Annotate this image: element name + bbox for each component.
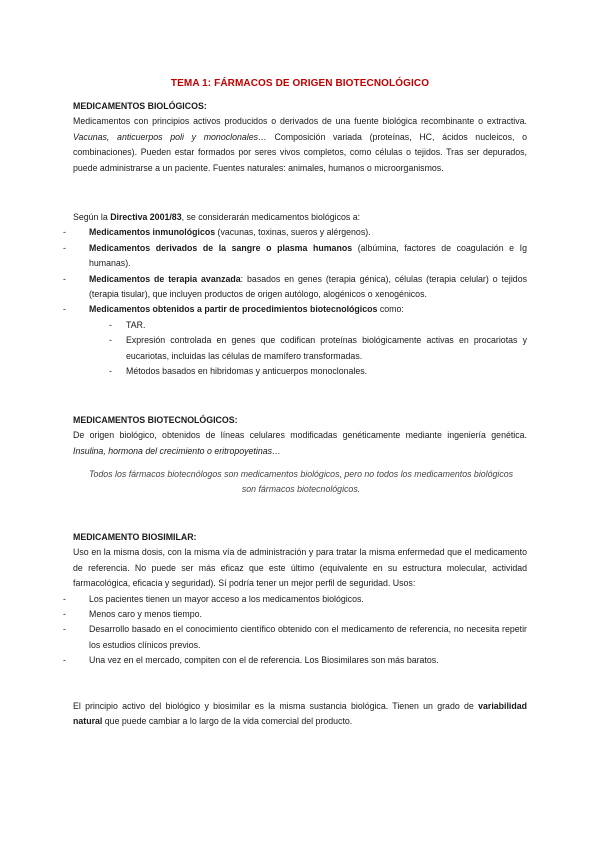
final-bold: variabilidad natural: [73, 701, 527, 727]
biosimilar-section: [73, 530, 527, 669]
list-item: [73, 272, 527, 303]
italic-note: Todos los fármacos biotecnólogos son medicamentos biológicos, pero no todos los medicamentos biológicos son fármacos biotecnológicos.: [88, 469, 514, 495]
biotecnologicos-sublist: [89, 318, 527, 380]
directiva-intro: [73, 210, 527, 225]
list-item-bold: Medicamentos obtenidos a partir de procedimientos biotecnológicos: [89, 304, 378, 315]
directiva-text: Según la: [73, 212, 111, 222]
list-item: [73, 225, 527, 240]
list-item: - Menos caro y menos tiempo.: [73, 607, 527, 622]
final-text-cont: que puede cambiar a lo largo de la vida comercial del producto.: [102, 716, 353, 727]
list-item: - Desarrollo basado en el conocimiento científico obtenido con el medicamento de referencia, no necesita repetir los estudios clínicos previos.: [73, 622, 527, 653]
biologicos-section: [73, 99, 527, 176]
biotecnologicos-examples: Insulina, hormona del crecimiento o eritropoyetinas…: [73, 445, 281, 456]
biotecnologicos-text: De origen biológico, obtenidos de líneas celulares modificadas genéticamente mediante ingeniería genética.: [73, 430, 527, 441]
list-item-bold: Medicamentos derivados de la sangre o plasma humanos: [89, 242, 353, 253]
biologicos-paragraph: [73, 114, 527, 176]
list-item: - Los pacientes tienen un mayor acceso a los medicamentos biológicos.: [73, 592, 527, 607]
biologicos-text-cont: Composición variada (proteínas, HC, ácidos nucleicos, o combinaciones). Pueden estar formados por seres vivos completos, como células o tejidos. Tras ser depurados, puede administrarse a un paciente. Fuentes naturales: animales, humanos o microorganismos.: [73, 131, 528, 173]
list-item-text: (albúmina, factores de coagulación e Ig humanas).: [89, 242, 528, 269]
sublist-item: - Expresión controlada en genes que codifican proteínas biológicamente activas en procariotas y eucariotas, incluidas las células de mamífero transformadas.: [111, 333, 527, 364]
page-title: TEMA 1: FÁRMACOS DE ORIGEN BIOTECNOLÓGICO: [170, 78, 430, 89]
biosimilar-heading: MEDICAMENTO BIOSIMILAR:: [73, 532, 197, 542]
biologicos-examples: Vacunas, anticuerpos poli y monoclonales…: [73, 131, 267, 142]
directiva-text-cont: , se considerarán medicamentos biológicos a:: [181, 212, 361, 222]
final-text: El principio activo del biológico y biosimilar es la misma sustancia biológica. Tienen un grado de: [73, 701, 479, 711]
list-item-text: (vacunas, toxinas, sueros y alérgenos).: [215, 227, 371, 238]
biotecnologicos-paragraph: [73, 428, 527, 459]
list-item: [73, 302, 527, 379]
sublist-item: - Métodos basados en hibridomas y anticuerpos monoclonales.: [111, 364, 527, 379]
biosimilar-list: [73, 592, 527, 669]
list-item-text: : basados en genes (terapia génica), células (terapia celular) o tejidos (terapia tisular), que incluyen productos de origen autólogo, alogénicos o xenogénicos.: [89, 273, 527, 300]
directiva-name: Directiva 2001/83: [110, 212, 182, 222]
biologicos-heading: MEDICAMENTOS BIOLÓGICOS:: [73, 101, 207, 111]
biotecnologicos-section: [73, 413, 527, 459]
sublist-item: - TAR.: [111, 318, 527, 333]
list-item: - Una vez en el mercado, compiten con el de referencia. Los Biosimilares son más baratos.: [73, 653, 527, 668]
list-item-text: como:: [377, 304, 404, 315]
biologicos-text: Medicamentos con principios activos producidos o derivados de una fuente biológica recombinante o extractiva.: [73, 116, 527, 127]
list-item-bold: Medicamentos inmunológicos: [89, 227, 216, 238]
list-item-bold: Medicamentos de terapia avanzada: [89, 273, 241, 284]
final-paragraph: [73, 699, 527, 730]
biologicos-list: [73, 225, 527, 379]
directiva-section: [73, 210, 527, 379]
biotecnologicos-heading: MEDICAMENTOS BIOTECNOLÓGICOS:: [73, 415, 238, 425]
biosimilar-paragraph: Uso en la misma dosis, con la misma vía de administración y para tratar la misma enfermedad que el medicamento de referencia. No puede ser más eficaz que este último (equivalente en su estructura molecular, actividad farmacológica, eficacia y seguridad). Sí podría tener un mejor perfil de seguridad. Usos:: [73, 547, 527, 589]
list-item: [73, 241, 527, 272]
